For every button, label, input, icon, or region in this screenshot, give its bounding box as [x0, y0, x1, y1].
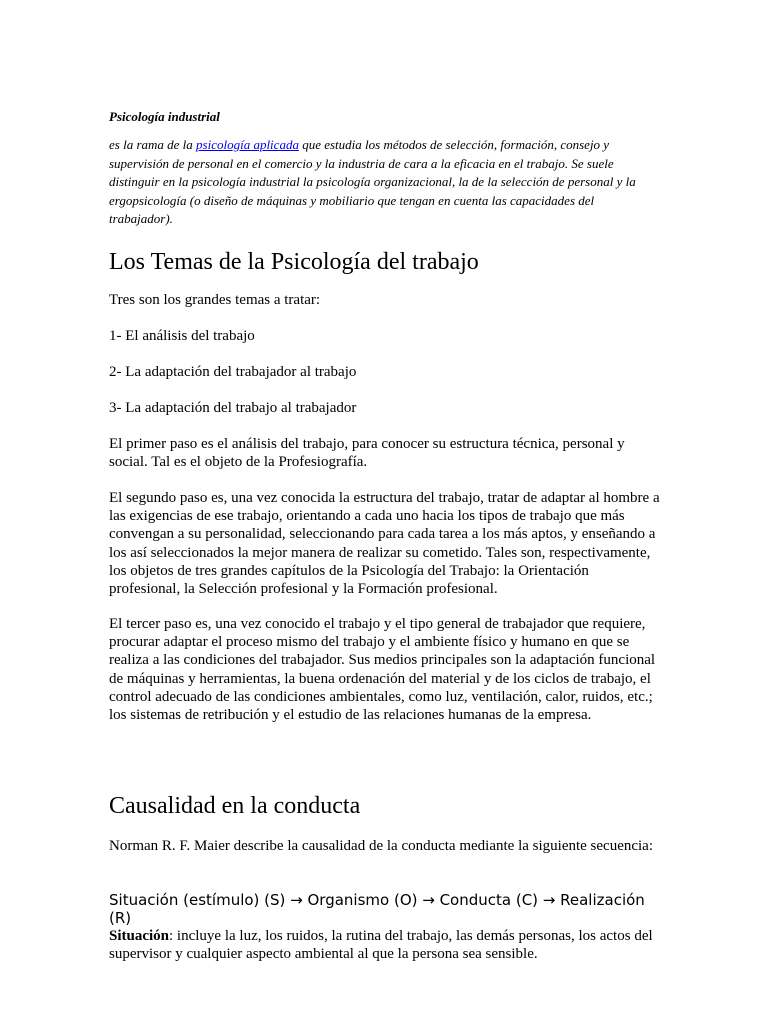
tercer-paso-paragraph: El tercer paso es, una vez conocido el trabajo y el tipo general de trabajador que requiere, procurar adaptar el proceso mismo del trabajo y el ambiente físico y humano en que se realiza a las condiciones del trabajador. Sus medios principales son la adaptación funcional de máquinas y herramientas, la buena ordenación del material y de los ciclos de trabajo, el control adecuado de las condiciones ambientales, como luz, ventilación, calor, ruidos, etc.; los sistemas de retribución y el estudio de las relaciones humanas de la empresa. [109, 616, 656, 724]
list-item: 1- El análisis del trabajo [109, 328, 255, 344]
situacion-text: : incluye la luz, los ruidos, la rutina del trabajo, las demás personas, los actos del supervisor y cualquier aspecto ambiental al que la persona sea sensible. [109, 928, 653, 963]
list-item: 2- La adaptación del trabajador al trabajo [109, 364, 357, 380]
causality-sequence: Situación (estímulo) (S) → Organismo (O) → Conducta (C) → Realización (R) [109, 891, 645, 928]
heading-temas: Los Temas de la Psicología del trabajo [109, 249, 479, 275]
primer-paso-paragraph: El primer paso es el análisis del trabajo, para conocer su estructura técnica, personal y social. Tal es el objeto de la Profesiografía. [109, 436, 625, 471]
psicologia-aplicada-link[interactable]: psicología aplicada [196, 137, 299, 152]
heading-causalidad: Causalidad en la conducta [109, 793, 361, 819]
maier-paragraph: Norman R. F. Maier describe la causalidad de la conducta mediante la siguiente secuencia: [109, 838, 654, 854]
segundo-paso-paragraph: El segundo paso es, una vez conocida la estructura del trabajo, tratar de adaptar al hombre a las exigencias de ese trabajo, orientando a cada uno hacia los tipos de trabajo que más convengan a su personalidad, seleccionando para cada tarea a los más aptos, y enseñando a los así seleccionados la mejor manera de realizar su cometido. Tales son, respectivamente, los objetos de tres grandes capítulos de la Psicología del Trabajo: la Orientación profesional, la Selección profesional y la Formación profesional. [109, 490, 660, 598]
intro-paragraph [109, 136, 639, 229]
section-label: Psicología industrial [109, 109, 220, 124]
list-item: 3- La adaptación del trabajo al trabajador [109, 400, 357, 416]
temas-intro: Tres son los grandes temas a tratar: [109, 292, 321, 308]
situacion-label: Situación [109, 928, 170, 944]
situacion-paragraph [109, 927, 661, 963]
intro-text-start: es la rama de la [109, 137, 197, 152]
intro-text-end: que estudia los métodos de selección, formación, consejo y supervisión de personal en el comercio y la industria de cara a la eficacia en el trabajo. Se suele distinguir en la psicología industrial la psicología organizacional, la de la selección de personal y la ergopsicología (o diseño de máquinas y mobiliario que tengan en cuenta las capacidades del trabajador). [109, 137, 636, 227]
